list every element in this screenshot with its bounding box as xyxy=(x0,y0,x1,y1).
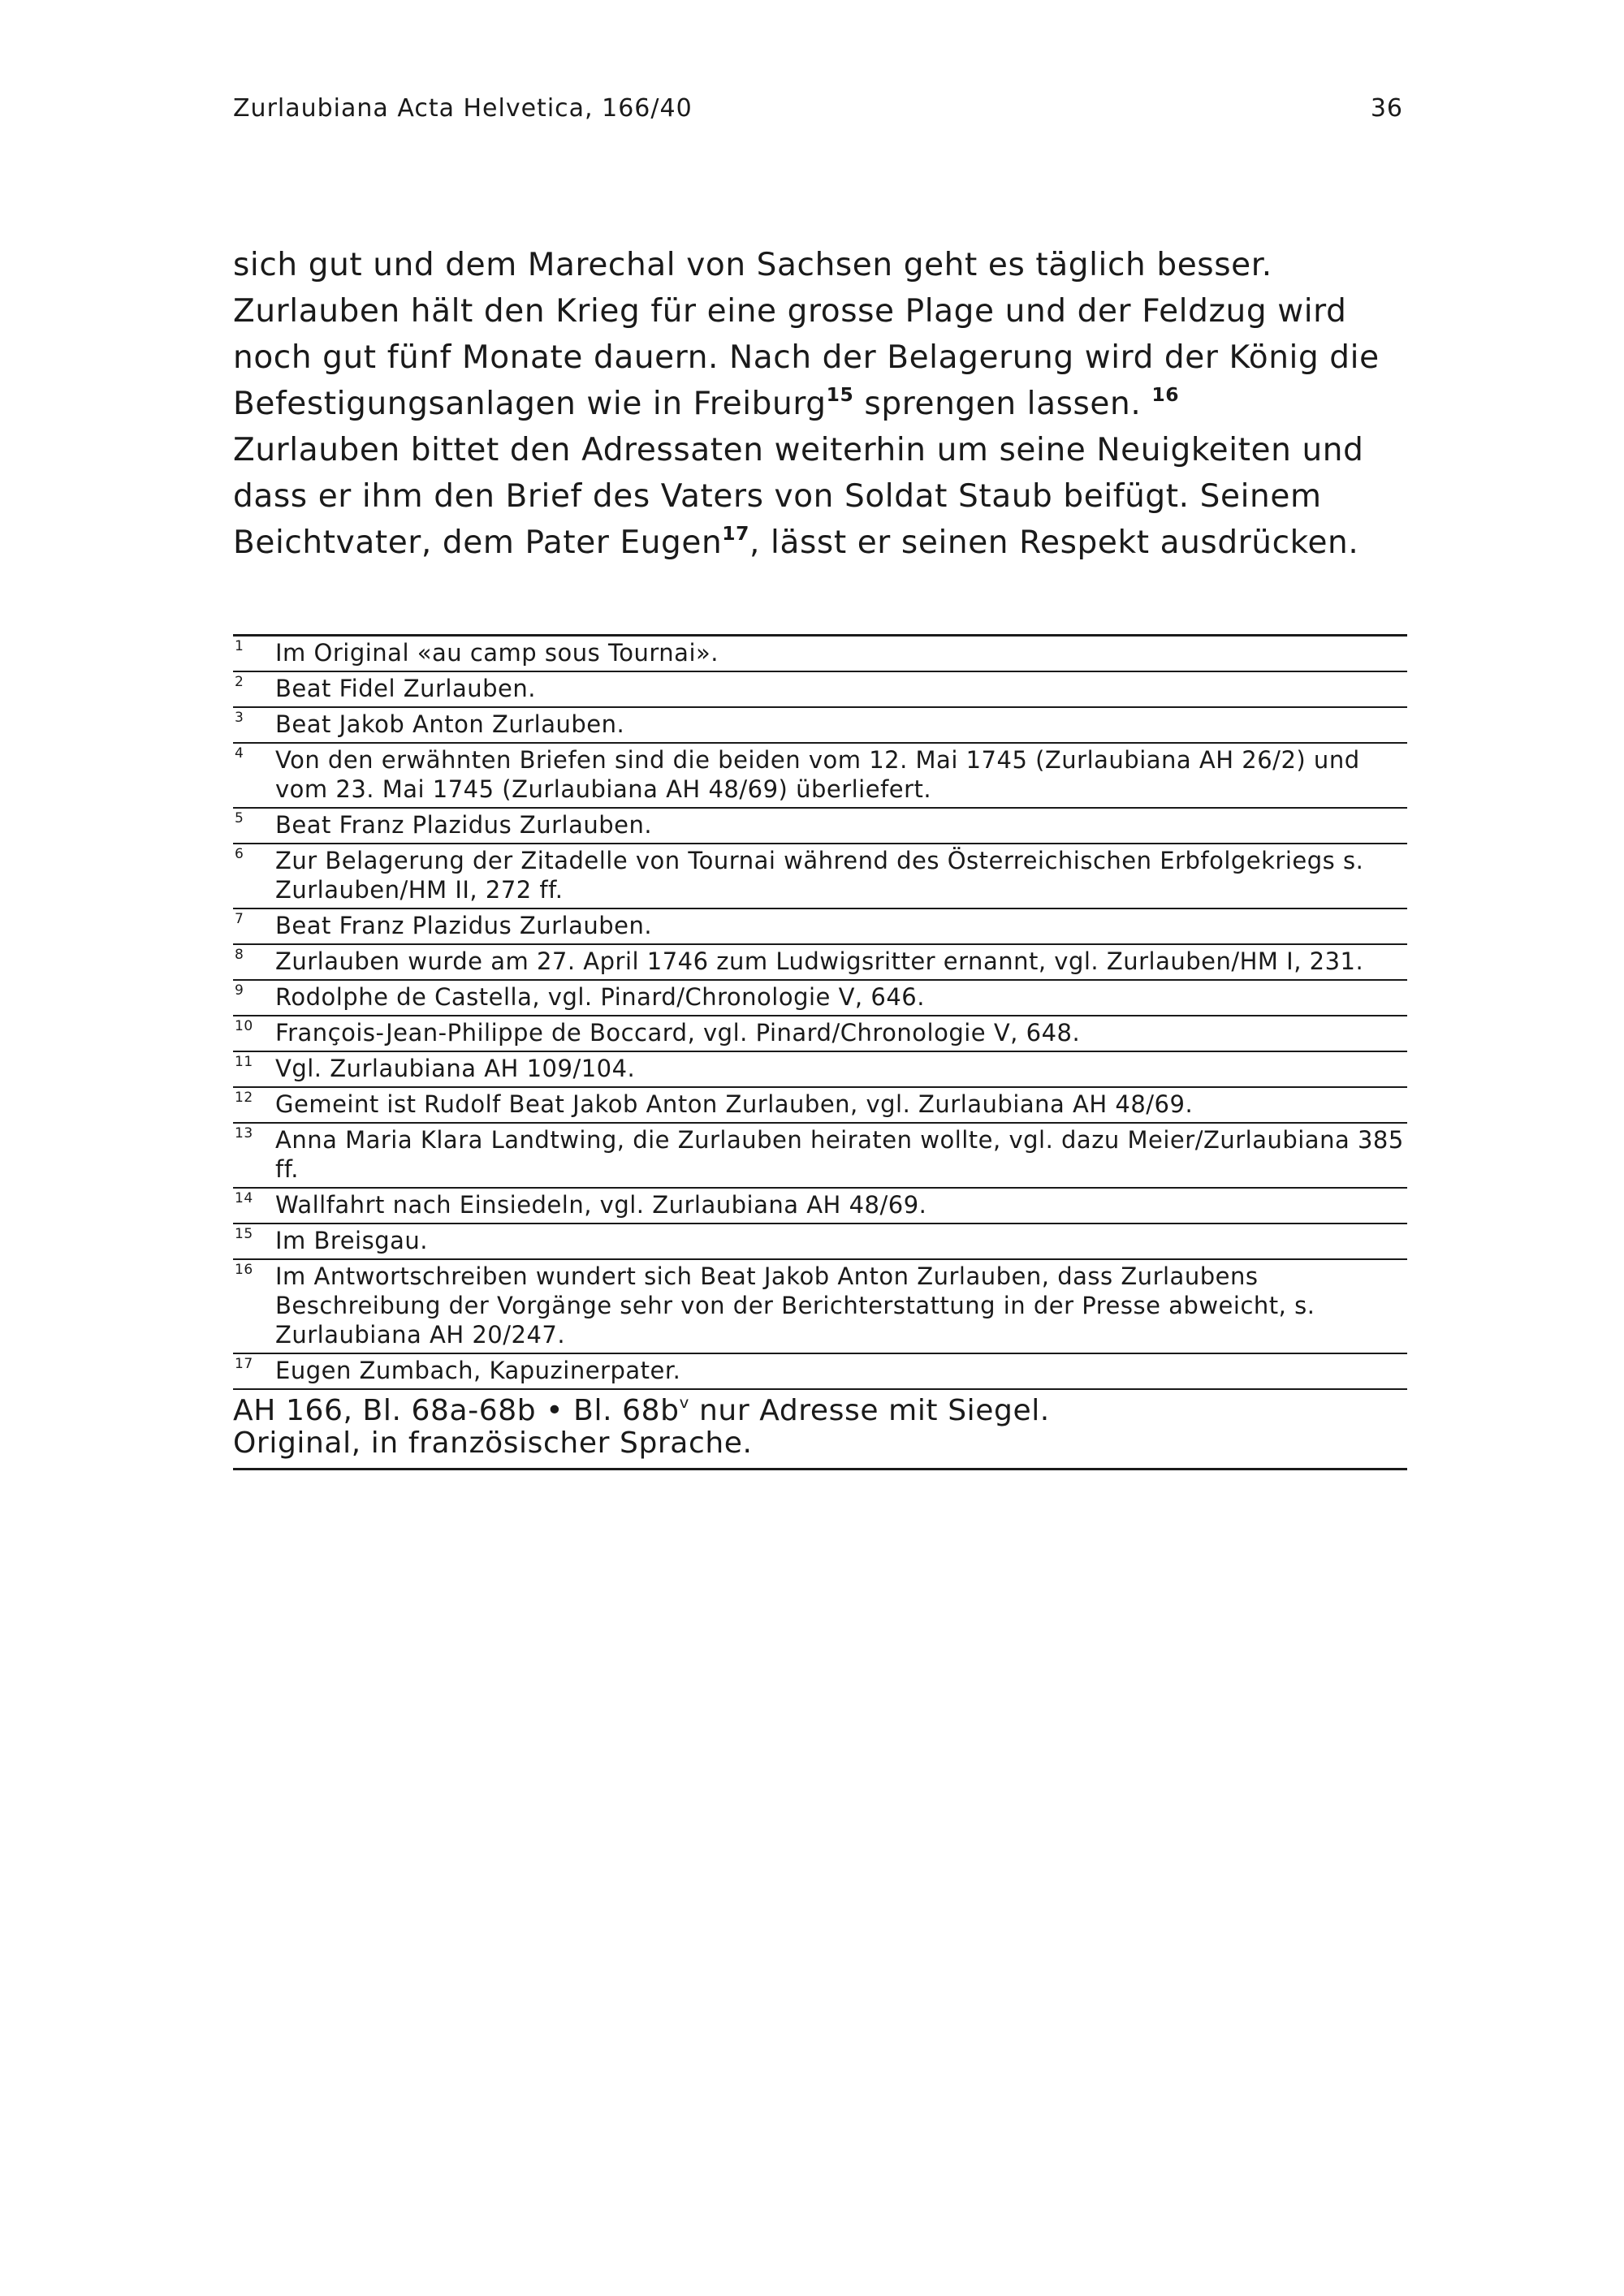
footnote-text: Vgl. Zurlaubiana AH 109/104. xyxy=(275,1055,636,1082)
footnote-list xyxy=(233,637,1407,1390)
text-span: nur Adresse mit Siegel. xyxy=(689,1394,1050,1427)
footnote-number: 8 xyxy=(235,947,244,963)
footnote-row xyxy=(233,981,1407,1016)
footnote-text: Zur Belagerung der Zitadelle von Tournai während des Österreichischen Erbfolgekriegs s. Zurlauben/HM II, 272 ff. xyxy=(275,847,1364,904)
footnote-row xyxy=(233,844,1407,909)
footnote-number: 1 xyxy=(235,638,244,654)
footnote-text: François-Jean-Philippe de Boccard, vgl. Pinard/Chronologie V, 648. xyxy=(275,1019,1081,1047)
footnote-number: 5 xyxy=(235,810,244,826)
source-note xyxy=(233,1390,1407,1470)
footnote-row xyxy=(233,1016,1407,1052)
text-span: , lässt er seinen Respekt ausdrücken. xyxy=(749,524,1359,561)
footnote-number: 16 xyxy=(235,1262,253,1278)
footnote-ref-17[interactable]: 17 xyxy=(722,522,750,545)
footnote-row xyxy=(233,744,1407,809)
footnote-text: Im Antwortschreiben wundert sich Beat Jakob Anton Zurlauben, dass Zurlaubens Beschreibung der Vorgänge sehr von der Berichterstattung in der Presse abweicht, s. Zurlaubiana AH 20/247. xyxy=(275,1262,1315,1349)
footnote-row xyxy=(233,1088,1407,1124)
footnote-number: 7 xyxy=(235,911,244,927)
footnote-text: Beat Fidel Zurlauben. xyxy=(275,675,536,702)
footnote-text: Beat Franz Plazidus Zurlauben. xyxy=(275,912,653,939)
summary-text xyxy=(233,242,1402,566)
footnote-number: 15 xyxy=(235,1226,253,1242)
footnote-ref-16[interactable]: 16 xyxy=(1151,383,1180,406)
text-span: AH 166, Bl. 68a-68b • Bl. 68b xyxy=(233,1394,680,1427)
footnote-text: Im Breisgau. xyxy=(275,1227,428,1254)
footnote-row xyxy=(233,1224,1407,1260)
footnote-number: 2 xyxy=(235,674,244,690)
footnote-row xyxy=(233,708,1407,744)
summary-paragraph-2 xyxy=(233,427,1402,566)
footnote-row xyxy=(233,909,1407,945)
source-line-2: Original, in französischer Sprache. xyxy=(233,1426,753,1460)
footnote-row xyxy=(233,1052,1407,1088)
footnote-row xyxy=(233,637,1407,672)
footnote-row xyxy=(233,1354,1407,1390)
footnote-text: Von den erwähnten Briefen sind die beiden vom 12. Mai 1745 (Zurlaubiana AH 26/2) und vom 23. Mai 1745 (Zurlaubiana AH 48/69) überliefert. xyxy=(275,746,1360,803)
footnote-number: 10 xyxy=(235,1018,253,1034)
footnote-number: 12 xyxy=(235,1090,253,1106)
footnote-row xyxy=(233,945,1407,981)
footnote-row xyxy=(233,1189,1407,1224)
footnote-text: Anna Maria Klara Landtwing, die Zurlauben heiraten wollte, vgl. dazu Meier/Zurlaubiana 385 ff. xyxy=(275,1126,1404,1183)
footnote-text: Im Original «au camp sous Tournai». xyxy=(275,639,719,667)
summary-paragraph-1 xyxy=(233,242,1402,427)
footnote-row xyxy=(233,809,1407,844)
footnotes-table xyxy=(233,634,1407,1470)
running-title: Zurlaubiana Acta Helvetica, 166/40 xyxy=(233,94,693,123)
footnote-row xyxy=(233,1124,1407,1189)
footnote-text: Rodolphe de Castella, vgl. Pinard/Chronologie V, 646. xyxy=(275,983,925,1011)
footnote-number: 11 xyxy=(235,1054,253,1070)
page-number: 36 xyxy=(1370,94,1403,123)
source-line-1 xyxy=(233,1395,1407,1427)
footnote-number: 6 xyxy=(235,846,244,862)
text-span: sprengen lassen. xyxy=(853,386,1152,422)
footnote-number: 13 xyxy=(235,1125,253,1142)
footnote-text: Eugen Zumbach, Kapuzinerpater. xyxy=(275,1357,681,1384)
footnote-text: Zurlauben wurde am 27. April 1746 zum Ludwigsritter ernannt, vgl. Zurlauben/HM I, 231. xyxy=(275,947,1364,975)
footnote-text: Beat Jakob Anton Zurlauben. xyxy=(275,710,625,738)
text-span: sich gut und dem Marechal von Sachsen geht es täglich besser. Zurlauben hält den Krieg für eine grosse Plage und der Feldzug wird noch gut fünf Monate dauern. Nach der Belagerung wird der König die Befestigungsanlagen wie in Freiburg xyxy=(233,247,1380,422)
footnote-text: Gemeint ist Rudolf Beat Jakob Anton Zurlauben, vgl. Zurlaubiana AH 48/69. xyxy=(275,1090,1194,1118)
text-span: Zurlauben bittet den Adressaten weiterhin um seine Neuigkeiten und dass er ihm den Brief des Vaters von Soldat Staub beifügt. Seinem Beichtvater, dem Pater Eugen xyxy=(233,432,1364,561)
footnote-row xyxy=(233,1260,1407,1354)
footnote-number: 14 xyxy=(235,1190,253,1206)
footnote-ref-15[interactable]: 15 xyxy=(826,383,854,406)
footnote-row xyxy=(233,672,1407,708)
footnote-number: 4 xyxy=(235,745,244,762)
verso-mark: v xyxy=(679,1393,689,1412)
footnote-text: Beat Franz Plazidus Zurlauben. xyxy=(275,811,653,839)
footnote-number: 3 xyxy=(235,710,244,726)
footnote-number: 17 xyxy=(235,1356,253,1372)
footnote-number: 9 xyxy=(235,982,244,999)
footnote-text: Wallfahrt nach Einsiedeln, vgl. Zurlaubiana AH 48/69. xyxy=(275,1191,927,1219)
